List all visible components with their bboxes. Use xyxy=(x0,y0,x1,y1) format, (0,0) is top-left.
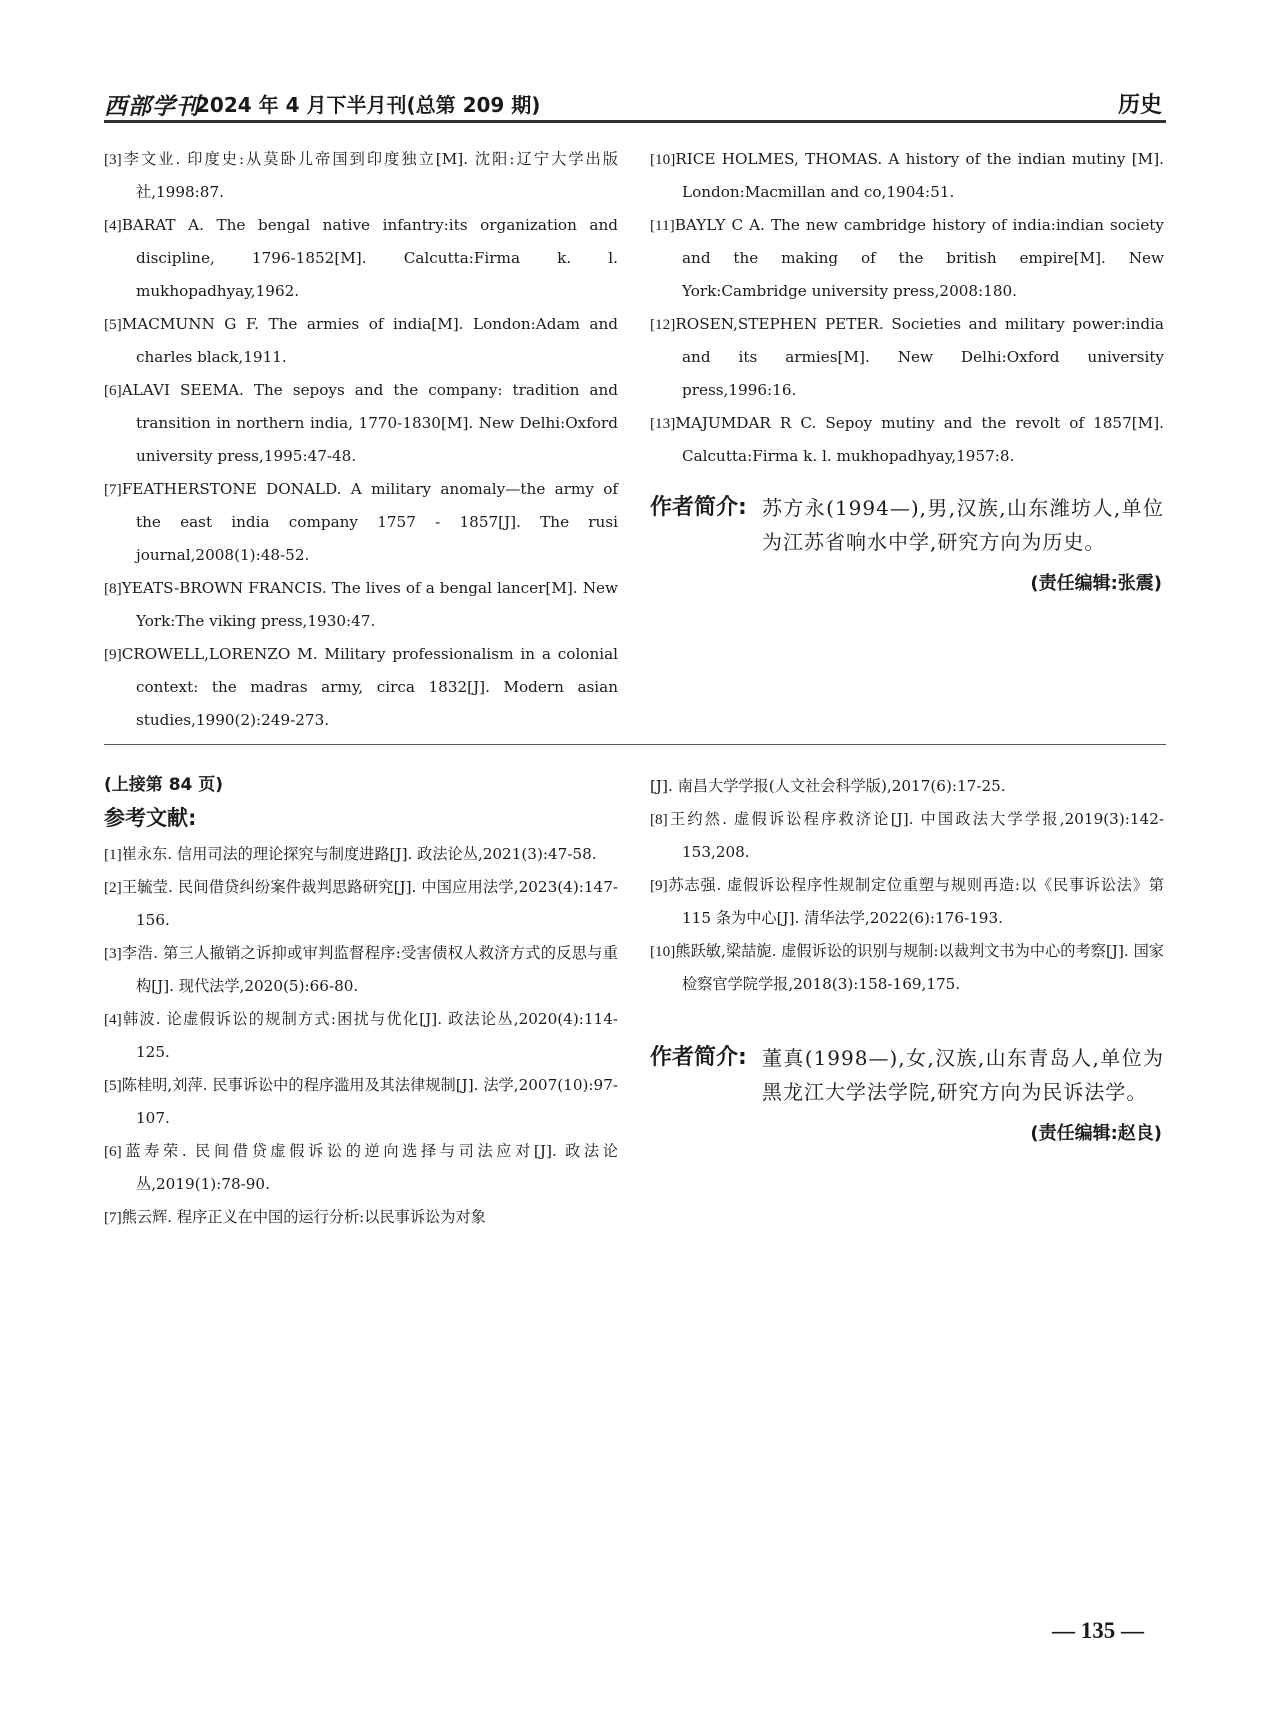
page-number: — 135 — xyxy=(1052,1618,1144,1643)
reference-number: [3] xyxy=(104,151,122,168)
section-label: 历史 xyxy=(1117,93,1162,118)
reference-item xyxy=(650,209,1164,308)
reference-text: 苏志强. 虚假诉讼程序性规制定位重塑与规则再造:以《民事诉讼法》第 115 条为中心[J]. 清华法学,2022(6):176-193. xyxy=(667,876,1164,927)
reference-text: FEATHERSTONE DONALD. A military anomaly—the army of the east india company 1757 - 1857[J]. The rusi journal,2008(1):48-52. xyxy=(121,480,618,564)
reference-item xyxy=(104,838,618,871)
reference-number: [9] xyxy=(104,646,122,663)
reference-item xyxy=(104,1003,618,1069)
author-bio-heading: 作者简介: xyxy=(650,495,747,520)
reference-number: [11] xyxy=(650,217,675,234)
author-bio-heading: 作者简介: xyxy=(650,1045,747,1070)
reference-item xyxy=(104,1135,618,1201)
reference-item xyxy=(104,143,618,209)
reference-text: 韩波. 论虚假诉讼的规制方式:困扰与优化[J]. 政法论丛,2020(4):114-125. xyxy=(121,1010,618,1061)
journal-masthead: 西部学刊 xyxy=(104,93,200,120)
reference-item xyxy=(104,937,618,1003)
author-bio-text: 苏方永(1994—),男,汉族,山东潍坊人,单位为江苏省响水中学,研究方向为历史。 xyxy=(762,496,1164,554)
reference-text: CROWELL,LORENZO M. Military professionalism in a colonial context: the madras army, circa 1832[J]. Modern asian studies,1990(2):249-273. xyxy=(121,645,618,729)
reference-number: [1] xyxy=(104,846,122,863)
bottom-left-column xyxy=(104,770,618,1234)
reference-item xyxy=(650,869,1164,935)
reference-number: [8] xyxy=(650,811,668,828)
reference-item xyxy=(650,143,1164,209)
reference-number: [10] xyxy=(650,943,676,960)
reference-item xyxy=(104,308,618,374)
reference-item xyxy=(650,935,1164,1001)
reference-item xyxy=(104,638,618,737)
reference-text: RICE HOLMES, THOMAS. A history of the indian mutiny [M]. London:Macmillan and co,1904:51. xyxy=(675,150,1164,201)
header-rule xyxy=(104,120,1166,123)
reference-text: BAYLY C A. The new cambridge history of india:indian society and the making of the british empire[M]. New York:Cambridge university press,2008:180. xyxy=(674,216,1164,300)
reference-text: YEATS-BROWN FRANCIS. The lives of a bengal lancer[M]. New York:The viking press,1930:47. xyxy=(121,579,618,630)
reference-number: [4] xyxy=(104,217,122,234)
reference-number: [5] xyxy=(104,316,122,333)
reference-number: [7] xyxy=(104,481,122,498)
reference-number: [13] xyxy=(650,415,676,432)
reference-item xyxy=(104,374,618,473)
reference-text: ROSEN,STEPHEN PETER. Societies and military power:india and its armies[M]. New Delhi:Oxford university press,1996:16. xyxy=(675,315,1164,399)
reference-text: MAJUMDAR R C. Sepoy mutiny and the revolt of 1857[M]. Calcutta:Firma k. l. mukhopadhyay,1957:8. xyxy=(675,414,1164,465)
continued-from-note: (上接第 84 页) xyxy=(104,775,224,795)
reference-text: MACMUNN G F. The armies of india[M]. London:Adam and charles black,1911. xyxy=(121,315,618,366)
reference-number: [10] xyxy=(650,151,676,168)
reference-number: [3] xyxy=(104,945,122,962)
top-right-references xyxy=(650,143,1164,600)
author-bio xyxy=(650,1041,1164,1109)
reference-text: 李文业. 印度史:从莫卧儿帝国到印度独立[M]. 沈阳:辽宁大学出版社,1998:87. xyxy=(121,150,618,201)
reference-text: 蓝寿荣. 民间借贷虚假诉讼的逆向选择与司法应对[J]. 政法论丛,2019(1):78-90. xyxy=(121,1142,618,1193)
reference-text: BARAT A. The bengal native infantry:its organization and discipline, 1796-1852[M]. Calcutta:Firma k. l. mukhopadhyay,1962. xyxy=(121,216,618,300)
reference-item xyxy=(650,407,1164,473)
responsible-editor: (责任编辑:张震) xyxy=(1030,573,1162,594)
reference-number: [8] xyxy=(104,580,122,597)
bottom-right-column xyxy=(650,770,1164,1150)
reference-number: [2] xyxy=(104,879,122,896)
reference-text: ALAVI SEEMA. The sepoys and the company: tradition and transition in northern india, 1770-1830[M]. New Delhi:Oxford university press,1995:47-48. xyxy=(121,381,618,465)
reference-number: [5] xyxy=(104,1077,122,1094)
reference-number: [9] xyxy=(650,877,668,894)
reference-item xyxy=(104,572,618,638)
reference-text: 熊云辉. 程序正义在中国的运行分析:以民事诉讼为对象 xyxy=(121,1208,486,1226)
reference-item xyxy=(650,308,1164,407)
reference-text: 熊跃敏,梁喆旎. 虚假诉讼的识别与规制:以裁判文书为中心的考察[J]. 国家检察官学院学报,2018(3):158-169,175. xyxy=(675,942,1164,993)
reference-text: 崔永东. 信用司法的理论探究与制度进路[J]. 政法论丛,2021(3):47-58. xyxy=(121,845,597,863)
reference-text: [J]. 南昌大学学报(人文社会科学版),2017(6):17-25. xyxy=(650,777,1006,795)
running-header xyxy=(104,86,1166,120)
reference-text: 王毓莹. 民间借贷纠纷案件裁判思路研究[J]. 中国应用法学,2023(4):147-156. xyxy=(121,878,618,929)
top-left-references xyxy=(104,143,618,737)
responsible-editor: (责任编辑:赵良) xyxy=(1030,1123,1162,1144)
reference-item xyxy=(104,871,618,937)
reference-item xyxy=(104,473,618,572)
reference-number: [4] xyxy=(104,1011,122,1028)
issue-info: 2024 年 4 月下半月刊(总第 209 期) xyxy=(196,93,541,117)
reference-item xyxy=(104,1069,618,1135)
reference-number: [12] xyxy=(650,316,676,333)
reference-number: [7] xyxy=(104,1209,122,1226)
reference-text: 王约然. 虚假诉讼程序救济论[J]. 中国政法大学学报,2019(3):142-153,208. xyxy=(667,810,1164,861)
reference-text: 陈桂明,刘萍. 民事诉讼中的程序滥用及其法律规制[J]. 法学,2007(10):97-107. xyxy=(121,1076,618,1127)
reference-text: 李浩. 第三人撤销之诉抑或审判监督程序:受害债权人救济方式的反思与重构[J]. 现代法学,2020(5):66-80. xyxy=(121,944,618,995)
author-bio-text: 董真(1998—),女,汉族,山东青岛人,单位为黑龙江大学法学院,研究方向为民诉法学。 xyxy=(762,1046,1164,1104)
reference-continuation xyxy=(650,770,1164,803)
author-bio xyxy=(650,491,1164,559)
reference-item xyxy=(650,803,1164,869)
reference-number: [6] xyxy=(104,1143,122,1160)
article-divider xyxy=(104,744,1166,745)
reference-number: [6] xyxy=(104,382,122,399)
references-heading: 参考文献: xyxy=(104,806,197,830)
reference-item xyxy=(104,1201,618,1234)
reference-item xyxy=(104,209,618,308)
